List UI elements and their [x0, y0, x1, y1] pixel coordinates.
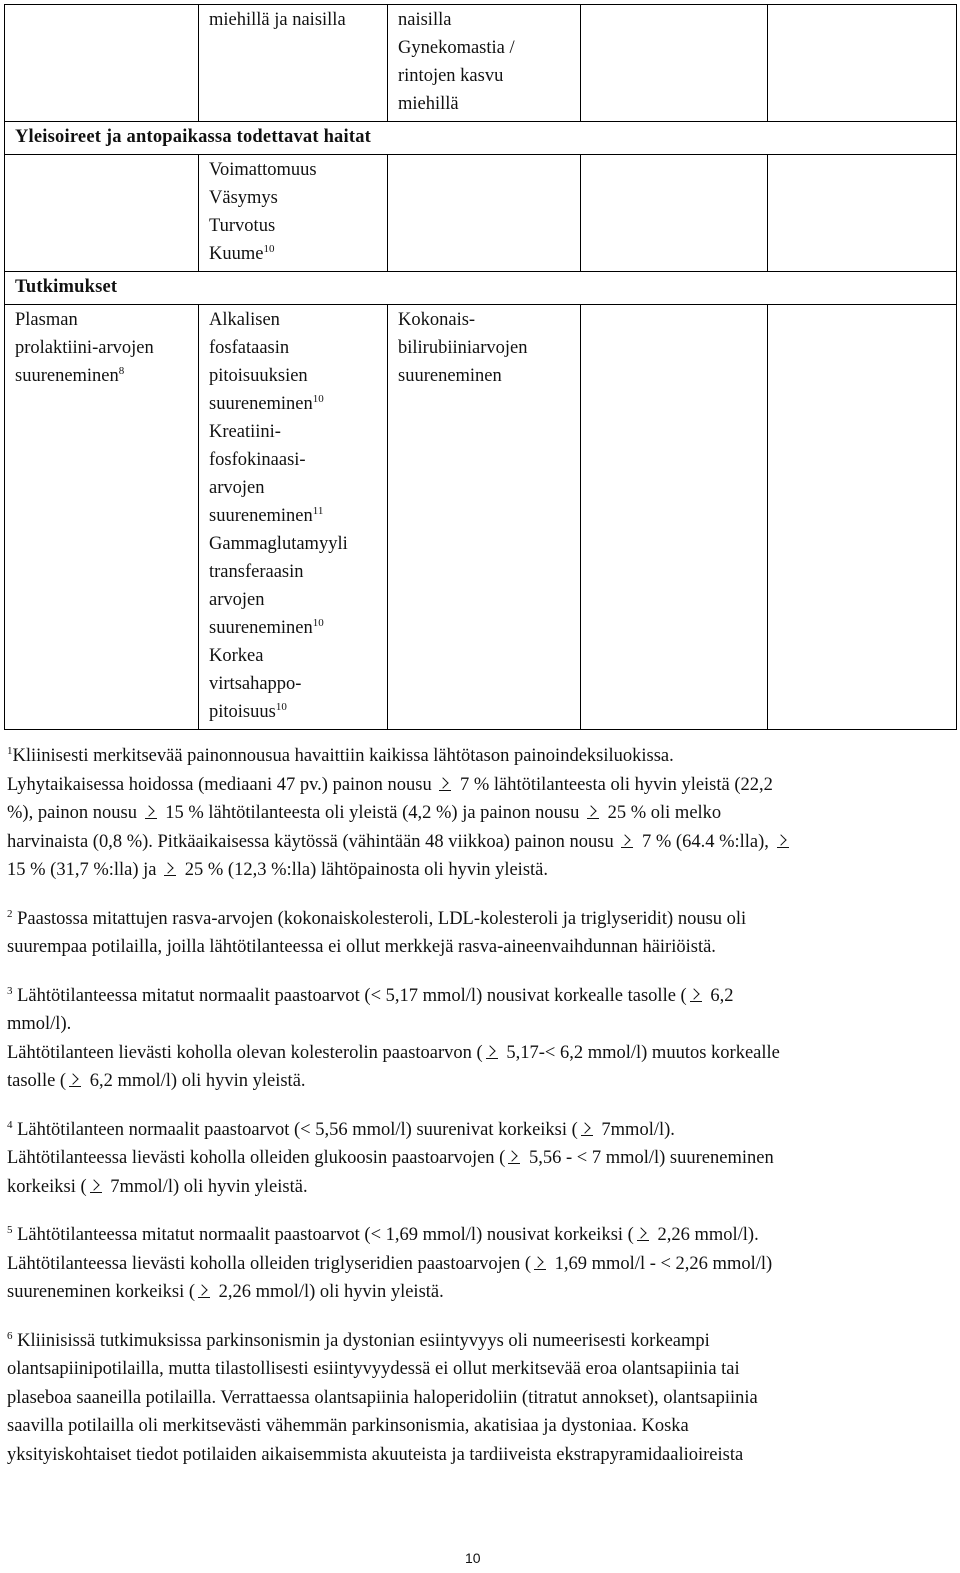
cell-text: miehillä: [398, 94, 459, 114]
footnote-number: 1: [7, 745, 13, 757]
footnote-ref: 10: [263, 243, 275, 255]
footnote-4: $^4$ Lähtötilanteen normaalit paastoarvot (< 5,56 mmol/l) suurenivat korkeiksi ( 7mmol/l). Lähtötilanteessa lievästi koholla olleiden glukoosin paastoarvojen ( 5,56 - < 7 mmol/l) suureneminen korkeiksi ( 7mmol/l) oli hyvin yleistä.: [7, 1118, 774, 1197]
greater-equal-icon: [620, 834, 635, 848]
cell-text: suureneminen$^{11}$: [209, 505, 324, 526]
table-cell: [768, 305, 957, 730]
section-heading: Yleisoireet ja antopaikassa todettavat haitat: [5, 122, 957, 155]
footnote-ref: 8: [118, 365, 125, 377]
section-row: [5, 122, 957, 155]
footnote-2: $^2$ Paastossa mitattujen rasva-arvojen (kokonaiskolesteroli, LDL-kolesteroli ja triglyseridit) nousu oli suurempaa potilailla, joilla lähtötilanteessa ei ollut merkkejä rasva-aineenvaihdunnan häiriöistä.: [7, 907, 747, 957]
cell-text: Alkalisen: [209, 310, 280, 330]
cell-text: prolaktiini-arvojen: [15, 338, 154, 358]
footnote-5: $^5$ Lähtötilanteessa mitatut normaalit paastoarvot (< 1,69 mmol/l) nousivat korkeiksi ( 2,26 mmol/l). Lähtötilanteessa lievästi koholla olleiden triglyseridien paastoarvojen ( 1,69 mmol/l - < 2,26 mmol/l) suureneminen korkeiksi ( 2,26 mmol/l) oli hyvin yleistä.: [7, 1224, 773, 1302]
footnote-1: $^1$Kliinisesti merkitsevää painonnousua havaittiin kaikissa lähtötason painoindeksiluokissa. Lyhytaikaisessa hoidossa (mediaani 47 pv.) painon nousu 7 % lähtötilanteesta oli hyvin yleistä (22,2 %), painon nousu 15 % lähtötilanteesta oli yleistä (4,2 %) ja painon nousu 25 % oli melko harvinaista (0,8 %). Pitkäaikaisessa käytössä (vähintään 48 viikkoa) painon nousu 7 % (64.4 %:lla), 15 % (31,7 %:lla) ja 25 % (12,3 %:lla) lähtöpainosta oli hyvin yleistä.: [7, 742, 942, 885]
cell-text: bilirubiiniarvojen: [398, 338, 528, 358]
greater-equal-icon: [438, 777, 453, 791]
cell-text: transferaasin: [209, 562, 304, 582]
cell-text: Kreatiini-: [209, 422, 281, 442]
cell-text: Kuume$^{10}$: [209, 243, 275, 264]
page-number: 10: [465, 1550, 481, 1566]
cell-text: Turvotus: [209, 216, 276, 236]
table-cell: [581, 155, 768, 272]
table-row: [5, 5, 957, 122]
cell-text: arvojen: [209, 478, 265, 498]
footnote-ref: 10: [312, 393, 324, 405]
greater-equal-icon: [68, 1073, 83, 1087]
cell-text: fosfataasin: [209, 338, 290, 358]
greater-equal-icon: [89, 1179, 104, 1193]
cell-text: naisilla: [398, 10, 452, 30]
footnote-6: $^6$ Kliinisissä tutkimuksissa parkinsonismin ja dystonian esiintyvyys oli numeerisesti korkeampi olantsapiinipotilailla, mutta tilastollisesti esiintyvyydessä ei ollut merkitsevää eroa olantsapiinia tai plaseboa saaneilla potilailla. Verrattaessa olantsapiinia haloperidoliin (titratut annokset), olantsapiinia saavilla potilailla oli merkitsevästi vähemmän parkinsonismia, akatisiaa ja dystoniaa. Koska yksityiskohtaiset tiedot potilaiden aikaisemmista akuuteista ja tardiiveista ekstrapyramidaalioireista: [7, 1329, 758, 1465]
greater-equal-icon: [580, 1122, 595, 1136]
table-row: [5, 155, 957, 272]
greater-equal-icon: [586, 805, 601, 819]
table-cell: [581, 5, 768, 122]
section-heading: Tutkimukset: [5, 272, 957, 305]
cell-text: Voimattomuus: [209, 160, 317, 180]
table-cell: [199, 305, 388, 730]
table-cell: [199, 5, 388, 122]
table-cell: [5, 155, 199, 272]
greater-equal-icon: [689, 988, 704, 1002]
footnote-ref: 11: [312, 505, 324, 517]
cell-text: suureneminen: [398, 366, 502, 386]
cell-text: Plasman: [15, 310, 78, 330]
cell-text: Gynekomastia /: [398, 38, 515, 58]
table-cell: [388, 5, 581, 122]
footnote-ref: 10: [312, 617, 324, 629]
cell-text: Korkea: [209, 646, 264, 666]
cell-text: suureneminen$^8$: [15, 365, 125, 386]
greater-equal-icon: [485, 1045, 500, 1059]
cell-text: suureneminen$^{10}$: [209, 393, 324, 414]
table-cell: [581, 305, 768, 730]
greater-equal-icon: [144, 805, 159, 819]
table-cell: [388, 155, 581, 272]
cell-text: pitoisuus$^{10}$: [209, 701, 287, 722]
greater-equal-icon: [507, 1150, 522, 1164]
greater-equal-icon: [776, 834, 791, 848]
greater-equal-icon: [197, 1284, 212, 1298]
cell-text: suureneminen$^{10}$: [209, 617, 324, 638]
cell-text: Kokonais-: [398, 310, 476, 330]
table-cell: [768, 155, 957, 272]
footnote-ref: 10: [275, 701, 287, 713]
cell-text: fosfokinaasi-: [209, 450, 306, 470]
table-cell: [5, 305, 199, 730]
cell-text: Väsymys: [209, 188, 278, 208]
section-row: [5, 272, 957, 305]
cell-text: miehillä ja naisilla: [209, 10, 346, 30]
table-cell: [5, 5, 199, 122]
adverse-effects-table: [4, 4, 957, 730]
table-cell: [388, 305, 581, 730]
table-cell: [768, 5, 957, 122]
greater-equal-icon: [163, 862, 178, 876]
table-row: [5, 305, 957, 730]
footnote-3: $^3$ Lähtötilanteessa mitatut normaalit paastoarvot (< 5,17 mmol/l) nousivat korkealle tasolle ( 6,2 mmol/l). Lähtötilanteen lievästi koholla olevan kolesterolin paastoarvon ( 5,17-< 6,2 mmol/l) muutos korkealle tasolle ( 6,2 mmol/l) oli hyvin yleistä.: [7, 984, 780, 1091]
footnote-number: 4: [7, 1118, 13, 1131]
cell-text: Gammaglutamyyli: [209, 534, 348, 554]
greater-equal-icon: [533, 1256, 548, 1270]
cell-text: arvojen: [209, 590, 265, 610]
cell-text: pitoisuuksien: [209, 366, 308, 386]
footnote-number: 6: [7, 1329, 13, 1342]
table-cell: [199, 155, 388, 272]
cell-text: rintojen kasvu: [398, 66, 504, 86]
footnote-number: 2: [7, 907, 13, 920]
footnote-number: 5: [7, 1224, 13, 1236]
cell-text: virtsahappo-: [209, 674, 302, 694]
footnote-number: 3: [7, 984, 13, 997]
footnotes: [7, 742, 942, 1489]
greater-equal-icon: [636, 1227, 651, 1241]
